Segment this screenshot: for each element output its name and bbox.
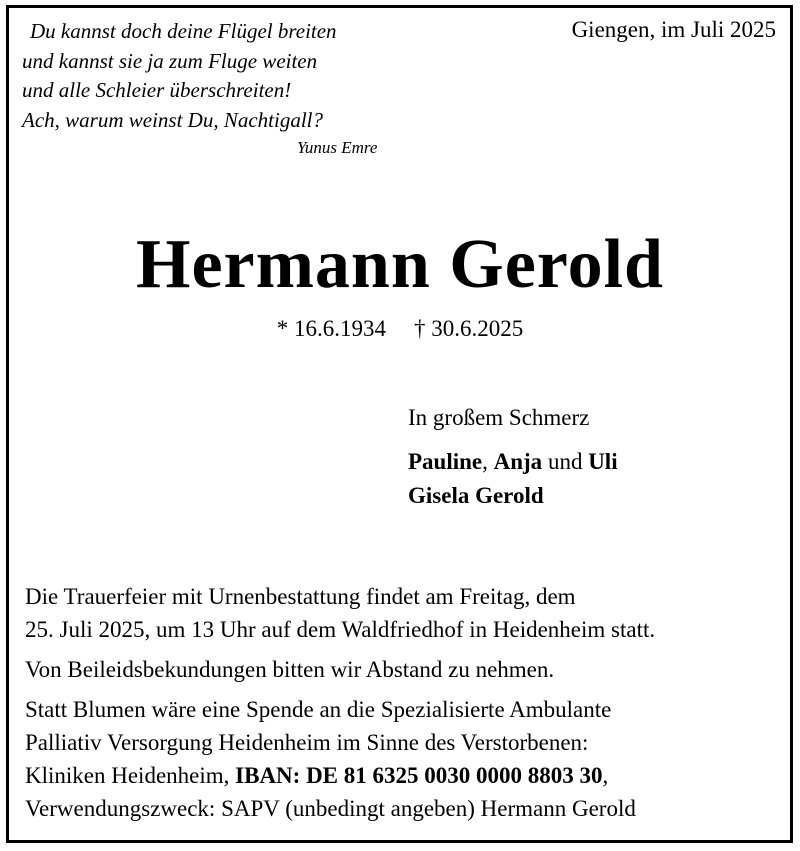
funeral-line-2: 25. Juli 2025, um 13 Uhr auf dem Waldfriedhof in Heidenheim statt.: [25, 617, 656, 642]
condolences-note: [25, 653, 785, 686]
deceased-name: Hermann Gerold: [136, 226, 664, 303]
mourner-separator: und: [542, 449, 589, 474]
donation-recipient: Kliniken Heidenheim,: [25, 763, 236, 788]
death-date: † 30.6.2025: [414, 316, 524, 341]
donation-line-4: Verwendungszweck: SAPV (unbedingt angeben) Hermann Gerold: [25, 796, 636, 821]
mourner-name: Anja: [493, 449, 543, 474]
poem-line: Ach, warum weinst Du, Nachtigall?: [22, 107, 323, 132]
place-date: Giengen, im Juli 2025: [571, 17, 776, 42]
funeral-info: [25, 580, 785, 646]
iban: IBAN: DE 81 6325 0030 0000 8803 30: [235, 763, 603, 788]
donation-line-3: [25, 759, 785, 792]
mourner-name: Uli: [588, 449, 618, 474]
poem-author: Yunus Emre: [297, 138, 378, 157]
poem-line: Du kannst doch deine Flügel breiten: [30, 19, 337, 43]
mourners-line-1: [408, 445, 618, 479]
funeral-line-1: Die Trauerfeier mit Urnenbestattung findet am Freitag, dem: [25, 584, 576, 609]
mourners: [408, 405, 618, 513]
poem-line: und alle Schleier überschreiten!: [22, 78, 292, 102]
donation-line-2: Palliativ Versorgung Heidenheim im Sinne des Verstorbenen:: [25, 730, 589, 755]
mourners-intro: In großem Schmerz: [408, 405, 590, 430]
life-dates: [0, 316, 800, 342]
mourners-line-2: Gisela Gerold: [408, 483, 544, 508]
condolences-line: Von Beileidsbekundungen bitten wir Abstand zu nehmen.: [25, 657, 555, 682]
mourner-separator: ,: [482, 449, 494, 474]
poem-line: und kannst sie ja zum Fluge weiten: [22, 48, 318, 73]
mourner-name: Pauline: [408, 449, 483, 474]
notice-body: [25, 580, 785, 832]
birth-date: * 16.6.1934: [276, 316, 386, 341]
donation-info: [25, 693, 785, 825]
donation-punct: ,: [602, 763, 609, 788]
donation-line-1: Statt Blumen wäre eine Spende an die Spezialisierte Ambulante: [25, 697, 612, 722]
poem: [22, 17, 337, 135]
